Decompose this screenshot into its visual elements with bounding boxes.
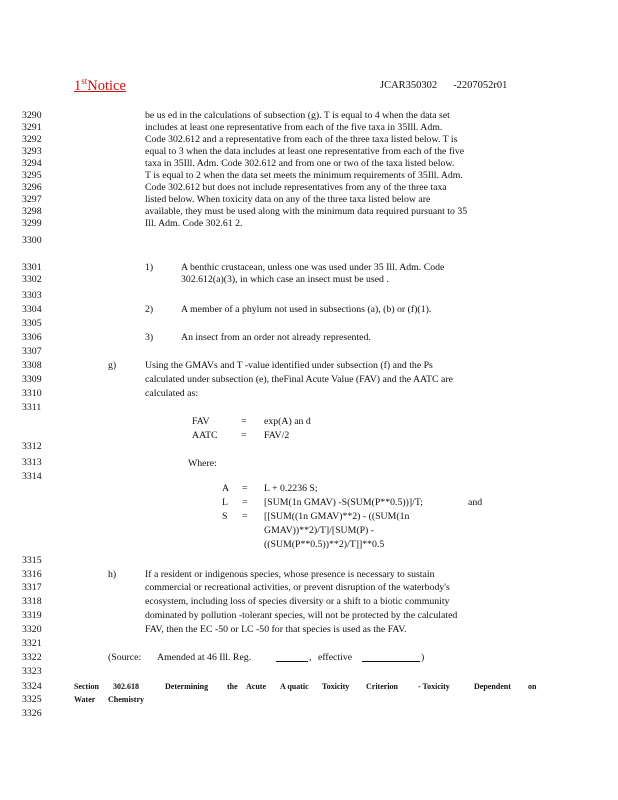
line-number: 3322 xyxy=(22,652,42,663)
section-title-word-4: A quatic xyxy=(280,682,309,691)
document-code xyxy=(380,80,507,91)
line-number: 3296 xyxy=(22,182,42,193)
jcar-code: JCAR350302 xyxy=(380,80,438,91)
equation-fav-lhs: FAV xyxy=(192,416,210,427)
section-title-word-9: on xyxy=(528,682,537,691)
subsection-g-line-1: Using the GMAVs and T -value identified under subsection (f) and the Ps xyxy=(145,360,433,371)
section-title-word-6: Criterion xyxy=(366,682,398,691)
item-1-line-1: A benthic crustacean, unless one was used under 35 Ill. Adm. Code xyxy=(181,262,445,273)
where-label: Where: xyxy=(188,458,217,469)
line-number: 3325 xyxy=(22,694,42,705)
item-1-number: 1) xyxy=(145,262,154,273)
equation-a-rhs: L + 0.2236 S; xyxy=(264,483,318,494)
line-number: 3301 xyxy=(22,262,42,273)
section-word: Section xyxy=(74,682,99,691)
line-number: 3307 xyxy=(22,346,42,357)
equation-l-lhs: L xyxy=(222,497,228,508)
section-title-word-10: Water xyxy=(74,695,96,704)
line-number: 3302 xyxy=(22,274,42,285)
line-number: 3306 xyxy=(22,332,42,343)
line-number: 3295 xyxy=(22,170,42,181)
line-number: 3317 xyxy=(22,582,42,593)
line-number: 3292 xyxy=(22,134,42,145)
line-number: 3290 xyxy=(22,110,42,121)
subsection-h-line-2: commercial or recreational activities, or prevent disruption of the waterbody's xyxy=(145,582,450,593)
line-number: 3318 xyxy=(22,596,42,607)
line-number: 3311 xyxy=(22,402,42,413)
line-number: 3303 xyxy=(22,290,42,301)
paragraph-t-line: be us ed in the calculations of subsection (g). T is equal to 4 when the data set xyxy=(145,110,450,121)
line-number: 3326 xyxy=(22,708,42,719)
item-2-number: 2) xyxy=(145,304,154,315)
section-title-word-5: Toxicity xyxy=(322,682,350,691)
equation-aatc-lhs: AATC xyxy=(192,430,218,441)
revision-code: -2207052r01 xyxy=(453,80,508,91)
line-number: 3324 xyxy=(22,681,42,692)
line-number: 3299 xyxy=(22,218,42,229)
notice-header xyxy=(74,76,140,95)
equation-s-lhs: S xyxy=(222,511,228,522)
section-number: 302.618 xyxy=(113,682,139,691)
section-title-word-11: Chemistry xyxy=(108,695,144,704)
equation-l-and: and xyxy=(468,497,483,508)
line-number: 3304 xyxy=(22,304,42,315)
item-3-line: An insect from an order not already represented. xyxy=(181,332,371,343)
equation-s-rhs-2: GMAV))**2)/T]/[SUM(P) - xyxy=(264,525,375,536)
equation-s-equals: = xyxy=(242,511,248,522)
register-volume-blank xyxy=(276,652,308,662)
line-number: 3310 xyxy=(22,388,42,399)
line-number: 3305 xyxy=(22,318,42,329)
equation-a-lhs: A xyxy=(222,483,230,494)
source-comma: , xyxy=(309,652,312,663)
section-title-word-3: Acute xyxy=(246,682,266,691)
paragraph-t-line: T is equal to 2 when the data set meets the minimum requirements of 35Ill. Adm. xyxy=(145,170,463,181)
notice-word: Notice xyxy=(87,77,126,94)
source-amended: Amended at 46 Ill. Reg. xyxy=(157,652,252,663)
paragraph-t-line: equal to 3 when the data includes at least one representative from each of the five xyxy=(145,146,465,157)
equation-s-rhs-1: [[SUM((1n GMAV)**2) - ((SUM(1n xyxy=(264,511,410,522)
line-number: 3309 xyxy=(22,374,42,385)
subsection-g-line-2: calculated under subsection (e), theFinal Acute Value (FAV) and the AATC are xyxy=(145,374,453,385)
equation-aatc-rhs: FAV/2 xyxy=(264,430,290,441)
section-title-word-7: - Toxicity xyxy=(418,682,450,691)
line-number: 3320 xyxy=(22,624,42,635)
line-number: 3316 xyxy=(22,569,42,580)
equation-aatc-equals: = xyxy=(241,430,247,441)
notice-superscript: st xyxy=(81,76,88,86)
subsection-g-label: g) xyxy=(108,360,117,371)
source-close: ) xyxy=(421,652,425,663)
equation-fav-equals: = xyxy=(241,416,247,427)
subsection-h-line-5: FAV, then the EC -50 or LC -50 for that species is used as the FAV. xyxy=(145,624,407,635)
line-number: 3312 xyxy=(22,441,42,452)
equation-l-equals: = xyxy=(242,497,248,508)
line-number: 3294 xyxy=(22,158,42,169)
line-number: 3314 xyxy=(22,471,42,482)
line-number: 3321 xyxy=(22,638,42,649)
subsection-h-line-4: dominated by pollution -tolerant species, will not be protected by the calculated xyxy=(145,610,458,621)
line-number: 3293 xyxy=(22,146,42,157)
equation-s-rhs-3: ((SUM(P**0.5))**2)/T]]**0.5 xyxy=(264,539,385,550)
section-title-word-2: the xyxy=(227,682,238,691)
equation-fav-rhs: exp(A) an d xyxy=(264,416,311,427)
line-number: 3315 xyxy=(22,555,42,566)
paragraph-t-line: listed below. When toxicity data on any of the three taxa listed below are xyxy=(145,194,431,205)
paragraph-t-line: Code 302.612 but does not include representatives from any of the three taxa xyxy=(145,182,447,193)
paragraph-t-line: Ill. Adm. Code 302.61 2. xyxy=(145,218,243,229)
paragraph-t-line: taxa in 35Ill. Adm. Code 302.612 and from one or two of the taxa listed below. xyxy=(145,158,455,169)
line-number: 3323 xyxy=(22,666,42,677)
item-2-line: A member of a phylum not used in subsections (a), (b) or (f)(1). xyxy=(181,304,432,315)
source-effective: effective xyxy=(318,652,353,663)
line-number: 3308 xyxy=(22,360,42,371)
item-1-line-2: 302.612(a)(3), in which case an insect must be used . xyxy=(181,274,389,285)
subsection-h-line-1: If a resident or indigenous species, whose presence is necessary to sustain xyxy=(145,569,435,580)
equation-l-rhs: [SUM(1n GMAV) -S(SUM(P**0.5))]/T; xyxy=(264,497,424,508)
line-number: 3298 xyxy=(22,206,42,217)
subsection-h-label: h) xyxy=(108,569,117,580)
notice-prefix: 1 xyxy=(74,77,82,94)
item-3-number: 3) xyxy=(145,332,154,343)
paragraph-t-line: includes at least one representative from each of the five taxa in 35Ill. Adm. xyxy=(145,122,443,133)
section-title-word-8: Dependent xyxy=(474,682,511,691)
source-open: (Source: xyxy=(108,652,142,663)
line-number: 3291 xyxy=(22,122,42,133)
line-number: 3300 xyxy=(22,235,42,246)
line-number: 3313 xyxy=(22,457,42,468)
line-number: 3319 xyxy=(22,610,42,621)
section-title-word-1: Determining xyxy=(165,682,209,691)
effective-date-blank xyxy=(362,652,420,662)
subsection-h-line-3: ecosystem, including loss of species diversity or a shift to a biotic community xyxy=(145,596,450,607)
paragraph-t-line: available, they must be used along with the minimum data required pursuant to 35 xyxy=(145,206,468,217)
line-number: 3297 xyxy=(22,194,42,205)
equation-a-equals: = xyxy=(242,483,248,494)
paragraph-t-line: Code 302.612 and a representative from each of the three taxa listed below. T is xyxy=(145,134,458,145)
subsection-g-line-3: calculated as: xyxy=(145,388,199,399)
